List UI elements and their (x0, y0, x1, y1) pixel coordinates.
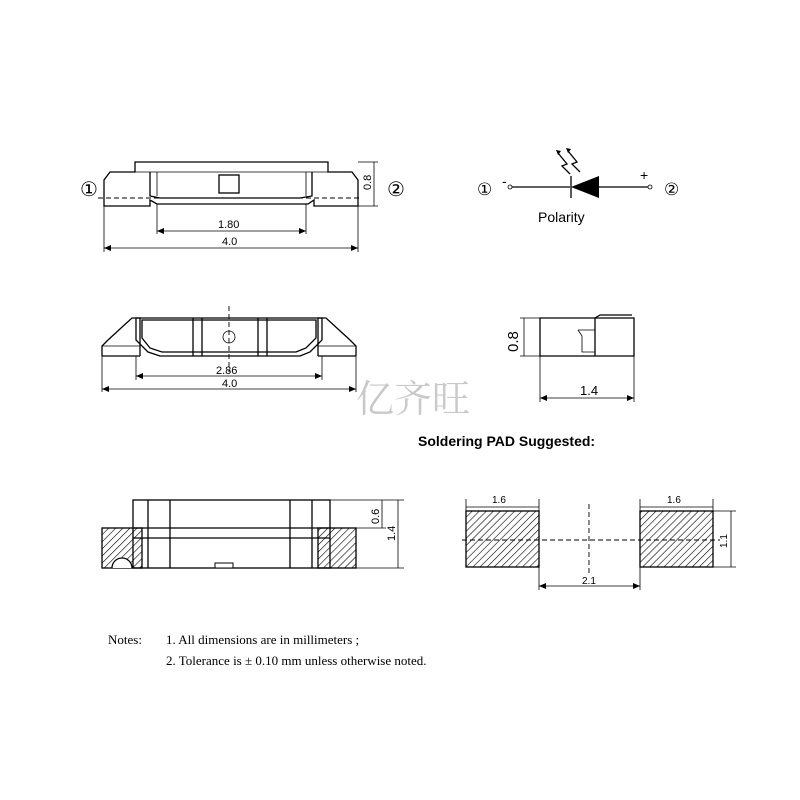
front-view (102, 306, 356, 392)
polarity-plus-sign: + (640, 167, 649, 183)
chip-square (219, 175, 239, 193)
right-solder-pad (640, 511, 713, 567)
front-view-total-dim: 4.0 (222, 378, 238, 390)
light-emission-arrows-icon (556, 148, 580, 174)
right-pad-width-dim: 1.6 (667, 495, 681, 506)
left-solder-pad (466, 511, 539, 567)
notes-heading: Notes: (108, 632, 142, 647)
bottom-view-total-dim: 1.4 (386, 525, 398, 541)
note-item-1: 1. All dimensions are in millimeters ; (166, 632, 360, 647)
top-view-total-width-dim: 4.0 (222, 236, 238, 248)
side-view (505, 315, 634, 402)
top-view-inner-width-dim: 1.80 (218, 219, 240, 231)
pad-height-dim: 1.1 (719, 534, 730, 548)
solder-pad-layout (462, 495, 736, 590)
side-view-height-dim: 0.8 (505, 331, 522, 352)
bottom-view (102, 500, 404, 568)
top-view-pin1-label: ① (80, 179, 98, 201)
side-view-width-dim: 1.4 (580, 383, 599, 398)
polarity-pin2-label: ② (664, 180, 680, 199)
polarity-minus-sign: - (502, 173, 507, 189)
front-view-body-dim: 2.86 (216, 365, 238, 377)
diode-icon (571, 176, 599, 198)
polarity-symbol (477, 148, 679, 225)
watermark: 亿齐旺 (356, 377, 471, 421)
left-pad-width-dim: 1.6 (492, 495, 506, 506)
polarity-label: Polarity (538, 209, 585, 225)
notes (108, 632, 427, 668)
pad-gap-dim: 2.1 (582, 576, 596, 587)
top-view (80, 162, 405, 252)
bottom-view-upper-dim: 0.6 (370, 508, 382, 524)
note-item-2: 2. Tolerance is ± 0.10 mm unless otherwise noted. (166, 653, 427, 668)
polarity-pin1-label: ① (477, 180, 493, 199)
right-terminal (318, 528, 356, 568)
top-view-pin2-label: ② (387, 179, 405, 201)
top-view-height-dim: 0.8 (362, 174, 374, 190)
soldering-pad-title: Soldering PAD Suggested: (418, 433, 596, 449)
